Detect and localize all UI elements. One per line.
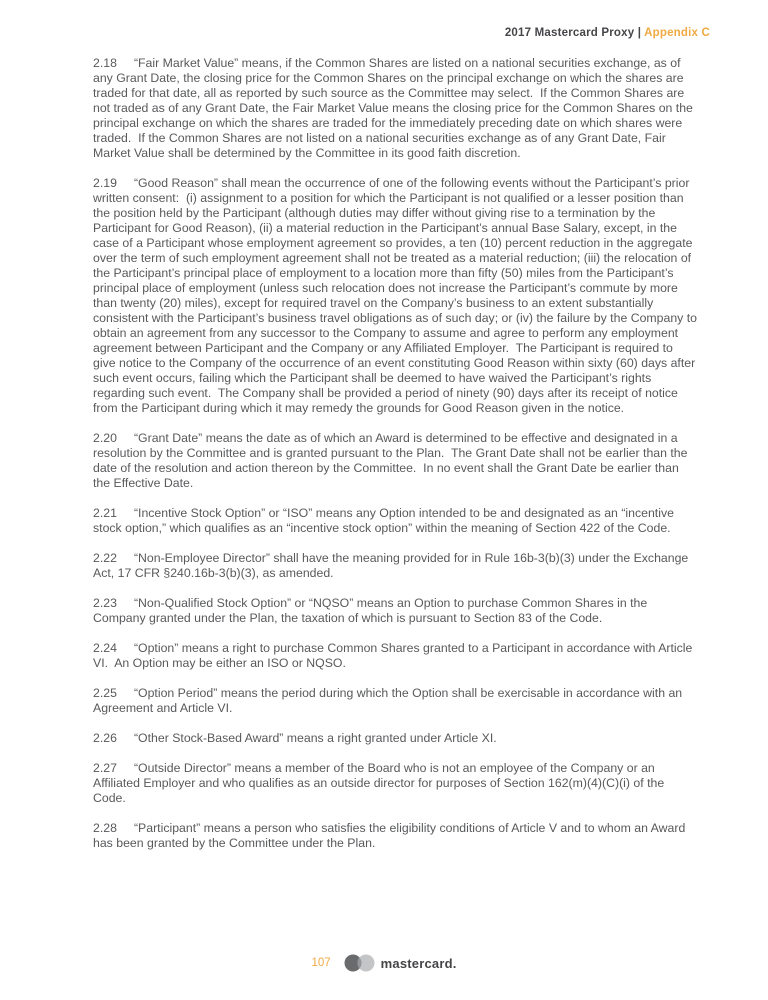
paragraph-2-23 bbox=[93, 596, 697, 626]
paragraph-number: 2.21 bbox=[93, 506, 117, 520]
paragraph-text: “Incentive Stock Option” or “ISO” means any Option intended to be and designated as an “incentive stock option,” which qualifies as an “incentive stock option” within the meaning of Section 422 of the Code. bbox=[93, 506, 678, 535]
paragraph-number: 2.19 bbox=[93, 176, 117, 190]
paragraph-text: “Outside Director” means a member of the Board who is not an employee of the Company or an Affiliated Employer and who qualifies as an outside director for purposes of Section 162(m)(4)(C)(i) of the Code. bbox=[93, 761, 668, 805]
paragraph-2-26 bbox=[93, 731, 697, 746]
paragraph-number: 2.23 bbox=[93, 596, 117, 610]
paragraph-number: 2.28 bbox=[93, 821, 117, 835]
page-number: 107 bbox=[311, 957, 331, 969]
paragraph-text: “Non-Employee Director” shall have the meaning provided for in Rule 16b-3(b)(3) under the Exchange Act, 17 CFR §240.16b-3(b)(3), as amended. bbox=[93, 551, 692, 580]
paragraph-text: “Grant Date” means the date as of which an Award is determined to be effective and designated in a resolution by the Committee and is granted pursuant to the Plan. The Grant Date shall not be earlier than the date of the resolution and action thereon by the Committee. In no event shall the Grant Date be earlier than the Effective Date. bbox=[93, 431, 691, 490]
paragraph-number: 2.18 bbox=[93, 56, 117, 70]
paragraph-number: 2.22 bbox=[93, 551, 117, 565]
paragraph-2-24 bbox=[93, 641, 697, 671]
paragraph-2-19 bbox=[93, 176, 701, 416]
mastercard-wordmark: mastercard. bbox=[380, 955, 457, 971]
mastercard-interlocking-circles-icon bbox=[344, 953, 375, 973]
paragraph-text: “Other Stock-Based Award” means a right granted under Article XI. bbox=[133, 731, 497, 745]
paragraph-text: “Option Period” means the period during which the Option shall be exercisable in accordance with an Agreement and Article VI. bbox=[93, 686, 685, 715]
page-header bbox=[0, 0, 768, 40]
header-section-label: Appendix C bbox=[644, 27, 710, 39]
paragraph-2-22 bbox=[93, 551, 697, 581]
header-title: 2017 Mastercard Proxy | bbox=[504, 27, 645, 39]
paragraph-text: “Option” means a right to purchase Common Shares granted to a Participant in accordance with Article VI. An Option may be either an ISO or NQSO. bbox=[93, 641, 696, 670]
paragraph-number: 2.26 bbox=[93, 731, 117, 745]
paragraph-text: “Non-Qualified Stock Option” or “NQSO” means an Option to purchase Common Shares in the Company granted under the Plan, the taxation of which is pursuant to Section 83 of the Code. bbox=[93, 596, 651, 625]
paragraph-2-18 bbox=[93, 56, 697, 161]
paragraph-2-21 bbox=[93, 506, 697, 536]
paragraph-number: 2.27 bbox=[93, 761, 117, 775]
document-body bbox=[93, 56, 701, 851]
paragraph-2-20 bbox=[93, 431, 697, 491]
paragraph-number: 2.24 bbox=[93, 641, 117, 655]
paragraph-text: “Fair Market Value” means, if the Common Shares are listed on a national securities exchange, as of any Grant Date, the closing price for the Common Shares on the principal exchange on which the shares are traded for that date, all as reported by such source as the Committee may select. If the Common Shares are not traded as of any Grant Date, the Fair Market Value means the closing price for the Common Shares on the principal exchange on which the shares are traded for the immediately preceding date on which shares were traded. If the Common Shares are not listed on a national securities exchange as of any Grant Date, Fair Market Value shall be determined by the Committee in its good faith discretion. bbox=[93, 56, 697, 160]
paragraph-number: 2.25 bbox=[93, 686, 117, 700]
paragraph-number: 2.20 bbox=[93, 431, 117, 445]
page-footer bbox=[0, 952, 768, 974]
paragraph-2-25 bbox=[93, 686, 697, 716]
paragraph-2-28 bbox=[93, 821, 697, 851]
paragraph-text: “Good Reason” shall mean the occurrence of one of the following events without the Participant’s prior written consent: (i) assignment to a position for which the Participant is not qualified or a lesser position than the position held by the Participant (although duties may differ without giving rise to a termination by the Participant for Good Reason), (ii) a material reduction in the Participant’s annual Base Salary, except, in the case of a Participant whose employment agreement so provides, a ten (10) percent reduction in the aggregate over the term of such employment agreement shall not be treated as a material reduction; (iii) the relocation of the Participant’s principal place of employment to a location more than fifty (50) miles from the Participant’s principal place of employment (unless such relocation does not increase the Participant’s commute by more than twenty (20) miles), except for required travel on the Company’s business to an extent substantially consistent with the Participant’s business travel obligations as of such day; or (iv) the failure by the Company to obtain an agreement from any successor to the Company to assume and agree to perform any employment agreement between Participant and the Company or any Affiliated Employer. The Participant is required to give notice to the Company of the occurrence of an event constituting Good Reason within sixty (60) days after such event occurs, failing which the Participant shall be deemed to have waived the Participant’s rights regarding such event. The Company shall be provided a period of ninety (90) days after its receipt of notice from the Participant during which it may remedy the grounds for Good Reason given in the notice. bbox=[93, 176, 701, 415]
paragraph-2-27 bbox=[93, 761, 697, 806]
paragraph-text: “Participant” means a person who satisfies the eligibility conditions of Article V and to whom an Award has been granted by the Committee under the Plan. bbox=[93, 821, 689, 850]
